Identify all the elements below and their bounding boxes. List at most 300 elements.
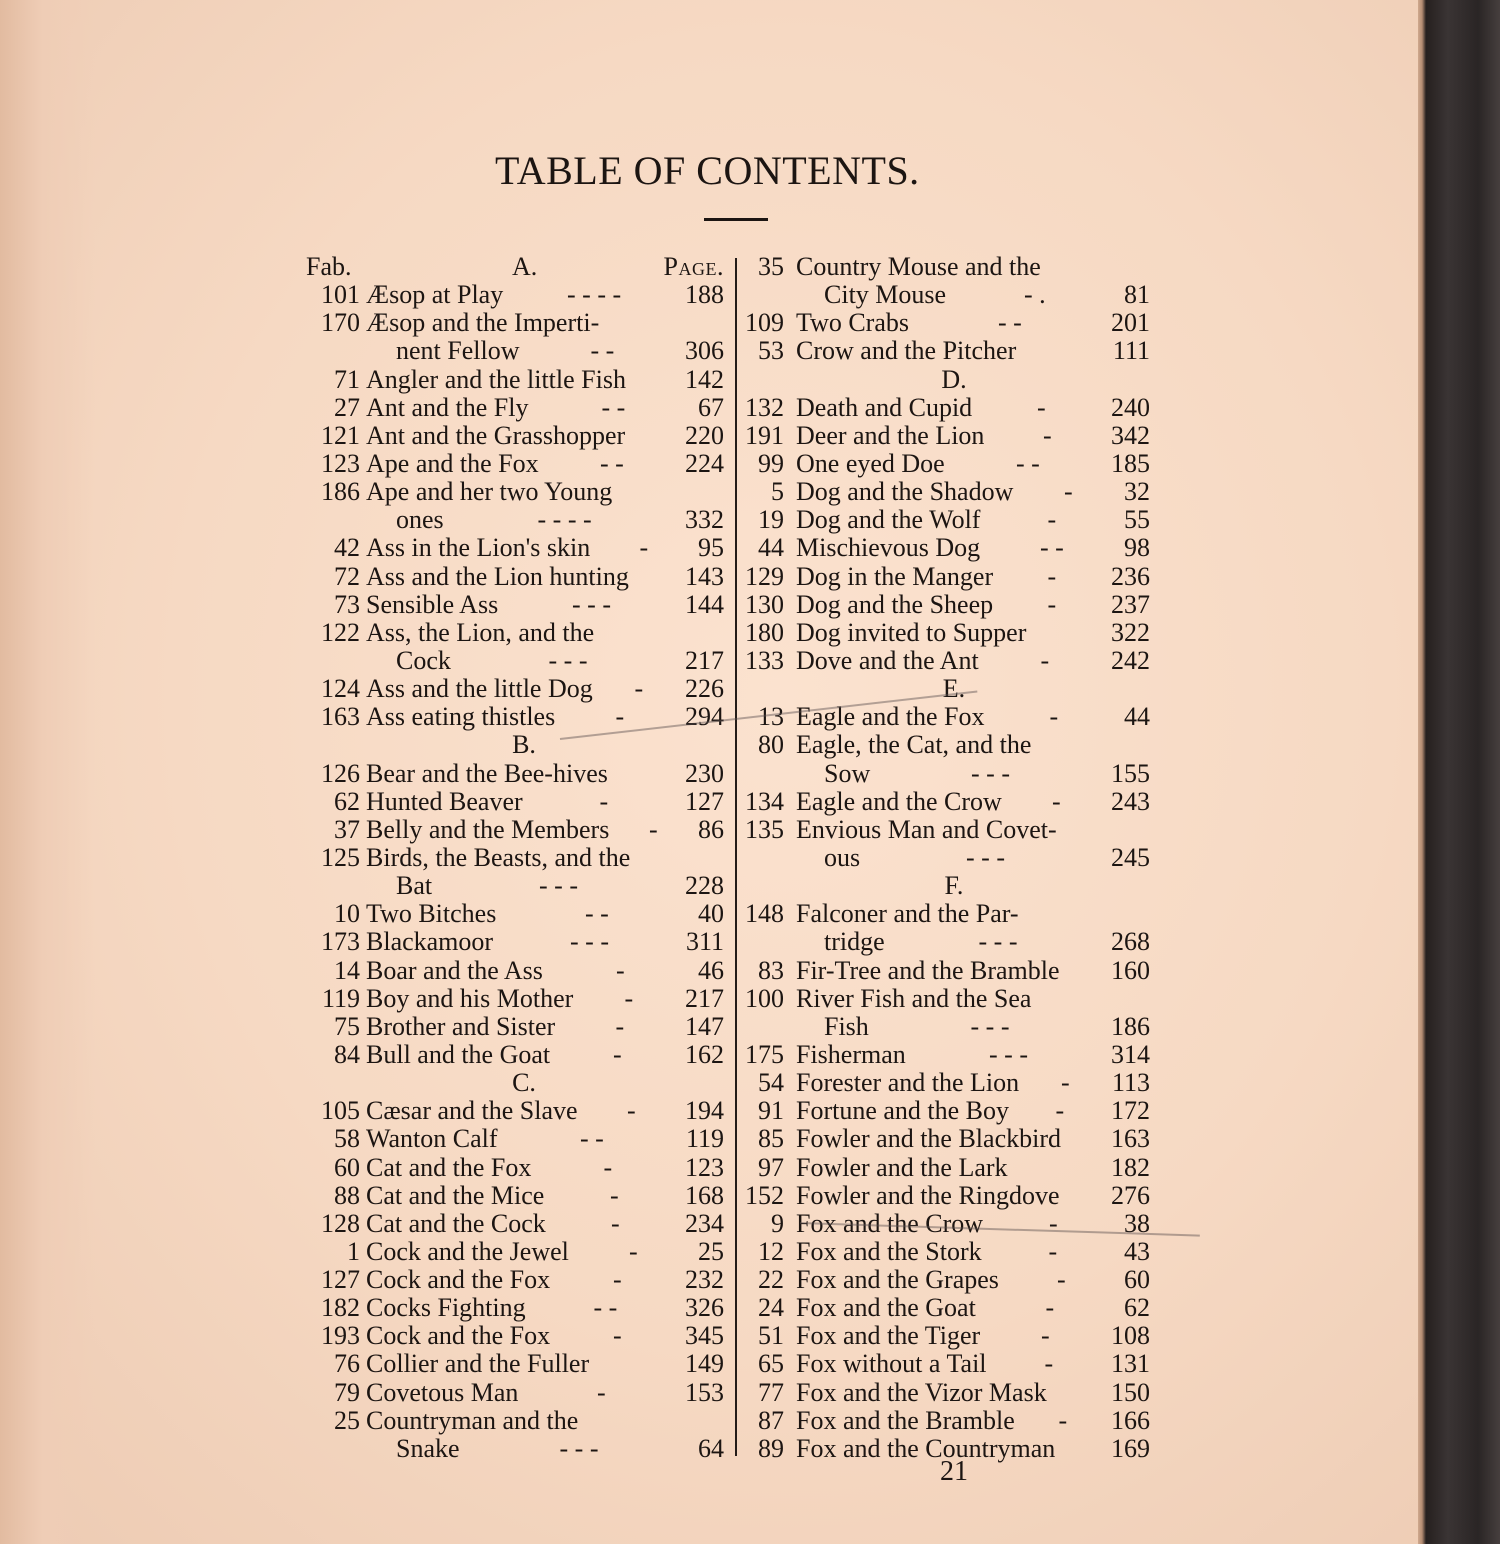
fable-title: Cock and the Fox xyxy=(366,1321,551,1351)
toc-entry xyxy=(738,816,1158,844)
fable-title: Æsop at Play xyxy=(366,280,504,310)
toc-entry xyxy=(738,928,1158,956)
fable-number: 35 xyxy=(758,252,784,281)
page-ref: 160 xyxy=(1111,955,1150,985)
toc-entry xyxy=(306,1210,730,1238)
fable-number: 87 xyxy=(758,1405,784,1435)
leader-dashes: - xyxy=(1041,1321,1050,1351)
leader-dashes: - - - - xyxy=(567,280,622,310)
fable-number: 97 xyxy=(758,1152,784,1182)
fable-number: 170 xyxy=(321,308,360,338)
toc-entry xyxy=(738,900,1158,928)
page-ref: 153 xyxy=(685,1377,724,1407)
toc-entry xyxy=(738,1294,1158,1322)
fable-number: 83 xyxy=(758,955,784,985)
fable-title: Hunted Beaver xyxy=(366,786,523,816)
fable-title: Cat and the Mice xyxy=(366,1180,545,1210)
page-ref: 123 xyxy=(685,1152,724,1182)
fable-number: 129 xyxy=(745,561,784,591)
fable-number: 88 xyxy=(334,1180,360,1210)
fable-title: Covetous Man xyxy=(366,1377,519,1407)
fable-title: Fish xyxy=(824,1011,869,1041)
fable-title: Deer and the Lion xyxy=(796,420,985,450)
fable-title: Wanton Calf xyxy=(366,1124,498,1154)
fable-number: 58 xyxy=(334,1124,360,1154)
toc-entry xyxy=(738,1069,1158,1097)
leader-dashes: - xyxy=(1047,505,1057,535)
column-header xyxy=(306,253,730,281)
leader-dashes: - - - xyxy=(970,1011,1010,1041)
fable-title: Dove and the Ant xyxy=(796,645,979,675)
fable-number: 132 xyxy=(745,392,784,422)
page-number: 21 xyxy=(940,1456,968,1487)
toc-entry xyxy=(738,534,1158,562)
fable-number: 89 xyxy=(758,1433,784,1463)
toc-entry xyxy=(306,591,730,619)
toc-entry xyxy=(738,760,1158,788)
toc-entry xyxy=(306,1322,730,1350)
fable-number: 9 xyxy=(771,1208,784,1238)
toc-entry xyxy=(738,1350,1158,1378)
leader-dashes: - xyxy=(649,814,658,844)
leader-dashes: - xyxy=(1064,477,1073,507)
leader-dashes: - xyxy=(1055,1096,1065,1126)
fable-number: 125 xyxy=(321,842,360,872)
fable-number: 60 xyxy=(334,1152,360,1182)
page-ref: 143 xyxy=(685,561,724,591)
toc-entry xyxy=(306,1350,730,1378)
page-ref: 326 xyxy=(685,1293,724,1323)
fable-title: Dog and the Shadow xyxy=(796,477,1014,507)
page-ref: 220 xyxy=(685,420,724,450)
fable-title: Ape and the Fox xyxy=(366,448,539,478)
fable-number: 73 xyxy=(334,589,360,619)
fable-number: 62 xyxy=(334,786,360,816)
toc-entry xyxy=(738,1407,1158,1435)
fable-title: Bat xyxy=(396,871,433,901)
fable-number: 72 xyxy=(334,561,360,591)
toc-entry xyxy=(306,647,730,675)
page-ref: 25 xyxy=(698,1236,724,1266)
leader-dashes: - - xyxy=(1040,533,1064,563)
page-ref: 172 xyxy=(1111,1096,1150,1126)
fable-title: Cat and the Fox xyxy=(366,1152,532,1182)
fable-number: 51 xyxy=(758,1321,784,1351)
toc-entry xyxy=(306,1238,730,1266)
toc-entry xyxy=(306,1182,730,1210)
page-ref: 144 xyxy=(685,589,724,619)
leader-dashes: - - xyxy=(580,1124,604,1154)
toc-entry xyxy=(738,591,1158,619)
leader-dashes: - xyxy=(1037,392,1046,422)
toc-entry xyxy=(306,619,730,647)
page-ref: 163 xyxy=(1111,1124,1150,1154)
toc-entry xyxy=(306,534,730,562)
title-rule xyxy=(704,218,768,221)
page-ref: 127 xyxy=(685,786,724,816)
page-ref: 113 xyxy=(1111,1068,1150,1098)
page-ref: 131 xyxy=(1111,1349,1150,1379)
toc-entry xyxy=(738,253,1158,281)
leader-dashes: - xyxy=(1057,1265,1066,1295)
page-ref: 217 xyxy=(685,645,724,675)
toc-entry xyxy=(738,1097,1158,1125)
page-ref: 243 xyxy=(1111,786,1150,816)
fable-number: 148 xyxy=(745,899,784,929)
toc-entry xyxy=(306,394,730,422)
fable-number: 124 xyxy=(321,674,360,704)
leader-dashes: - xyxy=(1045,1293,1055,1323)
fable-number: 123 xyxy=(321,448,360,478)
page-ref: 306 xyxy=(685,336,724,366)
page-ref: 40 xyxy=(698,899,724,929)
leader-dashes: - xyxy=(1049,702,1059,732)
fable-number: 85 xyxy=(758,1124,784,1154)
page-ref: 43 xyxy=(1124,1236,1150,1266)
toc-entry xyxy=(738,394,1158,422)
section-letter: C. xyxy=(512,1068,536,1098)
leader-dashes: - - xyxy=(585,899,609,929)
fable-title: Two Bitches xyxy=(366,899,497,929)
leader-dashes: - - - xyxy=(966,842,1005,872)
fable-number: 42 xyxy=(334,533,360,563)
page-ref: 162 xyxy=(685,1039,724,1069)
toc-entry xyxy=(738,844,1158,872)
toc-entry xyxy=(306,1266,730,1294)
toc-entry xyxy=(306,422,730,450)
fable-title: Fir-Tree and the Bramble xyxy=(796,955,1060,985)
page-ref: 194 xyxy=(685,1096,724,1126)
leader-dashes: - - xyxy=(601,392,626,422)
leader-dashes: - xyxy=(1061,1068,1070,1098)
page-ref: 86 xyxy=(698,814,724,844)
page-ref: 230 xyxy=(685,758,724,788)
page-ref: 185 xyxy=(1111,448,1150,478)
fable-number: 75 xyxy=(334,1011,360,1041)
gutter-shadow xyxy=(0,0,95,1544)
fable-number: 22 xyxy=(758,1265,784,1295)
leader-dashes: - xyxy=(629,1236,638,1266)
leader-dashes: - xyxy=(1048,1236,1058,1266)
fable-title: Dog and the Sheep xyxy=(796,589,994,619)
fable-title: Bear and the Bee-hives xyxy=(366,758,608,788)
toc-entry xyxy=(306,1294,730,1322)
toc-entry xyxy=(738,563,1158,591)
fable-number: 5 xyxy=(771,477,784,507)
leader-dashes: - xyxy=(616,955,625,985)
fable-number: 80 xyxy=(758,730,784,760)
leader-dashes: - xyxy=(634,674,644,704)
fable-title: Cock and the Jewel xyxy=(366,1236,569,1266)
leader-dashes: - - - xyxy=(978,927,1018,957)
fable-title: Ass and the little Dog xyxy=(366,674,593,704)
toc-entry xyxy=(306,309,730,337)
fable-title: Dog invited to Supper xyxy=(796,617,1027,647)
fable-title: Ass in the Lion's skin xyxy=(366,533,591,563)
fable-title: Dog in the Manger xyxy=(796,561,994,591)
fable-number: 163 xyxy=(321,702,360,732)
fable-title: Ant and the Fly xyxy=(366,392,529,422)
leader-dashes: - xyxy=(1047,589,1057,619)
leader-dashes: - xyxy=(639,533,649,563)
fable-title: One eyed Doe xyxy=(796,448,945,478)
page-ref: 149 xyxy=(685,1349,724,1379)
leader-dashes: - xyxy=(1047,561,1057,591)
toc-entry xyxy=(738,1041,1158,1069)
page-ref: 168 xyxy=(685,1180,724,1210)
section-letter: F. xyxy=(944,871,964,901)
page-ref: 32 xyxy=(1124,477,1150,507)
fable-number: 127 xyxy=(321,1265,360,1295)
page-ref: 147 xyxy=(685,1011,724,1041)
fable-number: 101 xyxy=(321,280,360,310)
toc-entry xyxy=(738,309,1158,337)
page-ref: 111 xyxy=(1112,336,1150,366)
toc-entry xyxy=(738,1182,1158,1210)
page-ref: 276 xyxy=(1111,1180,1150,1210)
page-ref: 81 xyxy=(1124,280,1150,310)
page-ref: 342 xyxy=(1111,420,1150,450)
toc-entry xyxy=(306,1407,730,1435)
leader-dashes: - - - xyxy=(548,645,588,675)
toc-entry xyxy=(738,1379,1158,1407)
fable-number: 14 xyxy=(334,955,360,985)
column-divider xyxy=(735,258,737,1456)
fable-title: Cock xyxy=(396,645,451,675)
toc-entry xyxy=(306,337,730,365)
toc-entry xyxy=(306,675,730,703)
leader-dashes: - - - xyxy=(559,1433,599,1463)
page-ref: 182 xyxy=(1111,1152,1150,1182)
leader-dashes: - - xyxy=(1016,448,1040,478)
fable-number: 71 xyxy=(334,364,360,394)
fable-title: Blackamoor xyxy=(366,927,494,957)
page-ref: 311 xyxy=(685,927,724,957)
toc-entry xyxy=(306,366,730,394)
leader-dashes: - - - xyxy=(572,589,611,619)
fable-title: Eagle and the Crow xyxy=(796,786,1002,816)
fable-title: Collier and the Fuller xyxy=(366,1349,590,1379)
book-cover-edge xyxy=(1418,0,1500,1544)
leader-dashes: - xyxy=(615,1011,625,1041)
toc-entry xyxy=(306,844,730,872)
fable-title: ones xyxy=(396,505,444,535)
fable-number: 133 xyxy=(745,645,784,675)
page-ref: 166 xyxy=(1111,1405,1150,1435)
page-ref: 46 xyxy=(698,955,724,985)
section-letter: E. xyxy=(942,674,966,704)
page-ref: 294 xyxy=(685,702,724,732)
fable-title: Fox and the Stork xyxy=(796,1236,982,1266)
fable-number: 27 xyxy=(334,392,360,422)
leader-dashes: - - xyxy=(590,336,615,366)
leader-dashes: - - xyxy=(998,308,1022,338)
toc-entry xyxy=(306,760,730,788)
fable-title: Ass and the Lion hunting xyxy=(366,561,629,591)
fable-title: Eagle, the Cat, and the xyxy=(796,730,1032,760)
fable-title: Fox without a Tail xyxy=(796,1349,987,1379)
leader-dashes: - - - xyxy=(539,871,578,901)
fable-number: 130 xyxy=(745,589,784,619)
leader-dashes: - - - xyxy=(570,927,609,957)
toc-entry xyxy=(738,450,1158,478)
leader-dashes: - xyxy=(627,1096,636,1126)
fable-number: 193 xyxy=(321,1321,360,1351)
leader-dashes: - xyxy=(613,1265,622,1295)
fable-number: 152 xyxy=(745,1180,784,1210)
toc-entry xyxy=(306,928,730,956)
fable-title: tridge xyxy=(824,927,885,957)
fable-number: 99 xyxy=(758,448,784,478)
fable-title: Sensible Ass xyxy=(366,589,499,619)
fable-title: Bull and the Goat xyxy=(366,1039,551,1069)
toc-entry xyxy=(738,337,1158,365)
page-ref: 228 xyxy=(685,871,724,901)
page-ref: 119 xyxy=(685,1124,724,1154)
fable-title: Fox and the Countryman xyxy=(796,1433,1056,1463)
fable-title: Fowler and the Blackbird xyxy=(796,1124,1061,1154)
page-ref: 226 xyxy=(685,674,724,704)
toc-entry xyxy=(738,478,1158,506)
fable-title: Fox and the Grapes xyxy=(796,1265,999,1295)
page-label: Page. xyxy=(663,252,724,281)
fable-number: 12 xyxy=(758,1236,784,1266)
leader-dashes: - xyxy=(613,1321,622,1351)
leader-dashes: - - - xyxy=(971,758,1010,788)
fable-title: Fox and the Bramble xyxy=(796,1405,1015,1435)
page-ref: 236 xyxy=(1111,561,1150,591)
toc-entry xyxy=(738,1266,1158,1294)
page-ref: 322 xyxy=(1111,617,1150,647)
fable-number: 135 xyxy=(745,814,784,844)
fable-title: Ape and her two Young xyxy=(366,477,613,507)
toc-entry xyxy=(738,957,1158,985)
fable-title: Cocks Fighting xyxy=(366,1293,526,1323)
toc-entry xyxy=(738,619,1158,647)
fable-title: Ass eating thistles xyxy=(366,702,556,732)
leader-dashes: - - xyxy=(600,448,624,478)
page-ref: 62 xyxy=(1124,1293,1150,1323)
page-ref: 98 xyxy=(1124,533,1150,563)
page-ref: 217 xyxy=(685,983,724,1013)
toc-entry xyxy=(306,1435,730,1463)
fable-title: Angler and the little Fish xyxy=(366,364,626,394)
page-ref: 240 xyxy=(1111,392,1150,422)
toc-entry xyxy=(306,957,730,985)
fable-number: 175 xyxy=(745,1039,784,1069)
page-ref: 268 xyxy=(1111,927,1150,957)
leader-dashes: - xyxy=(1043,420,1052,450)
leader-dashes: - . xyxy=(1024,280,1046,310)
fable-title: Ant and the Grasshopper xyxy=(366,420,626,450)
toc-entry xyxy=(306,1041,730,1069)
toc-entry xyxy=(306,478,730,506)
page-ref: 242 xyxy=(1111,645,1150,675)
fable-number: 105 xyxy=(321,1096,360,1126)
fable-title: Two Crabs xyxy=(796,308,910,338)
toc-entry xyxy=(306,281,730,309)
leader-dashes: - xyxy=(1052,786,1061,816)
toc-entry xyxy=(306,872,730,900)
page-ref: 245 xyxy=(1111,842,1150,872)
fable-number: 126 xyxy=(321,758,360,788)
page-ref: 67 xyxy=(698,392,724,422)
fable-number: 13 xyxy=(758,702,784,732)
page-ref: 201 xyxy=(1111,308,1150,338)
toc-entry xyxy=(738,281,1158,309)
fable-number: 109 xyxy=(745,308,784,338)
fable-number: 10 xyxy=(334,899,360,929)
page-ref: 186 xyxy=(1111,1011,1150,1041)
fable-number: 54 xyxy=(758,1068,784,1098)
toc-entry xyxy=(306,1125,730,1153)
fable-number: 25 xyxy=(334,1405,360,1435)
page-ref: 314 xyxy=(1111,1039,1150,1069)
fable-title: Envious Man and Covet- xyxy=(796,814,1057,844)
fable-title: Crow and the Pitcher xyxy=(796,336,1017,366)
fable-title: Mischievous Dog xyxy=(796,533,981,563)
page-ref: 142 xyxy=(685,364,724,394)
toc-entry xyxy=(306,1097,730,1125)
fable-number: 186 xyxy=(321,477,360,507)
toc-entry xyxy=(738,1125,1158,1153)
fable-number: 128 xyxy=(321,1208,360,1238)
fable-title: Falconer and the Par- xyxy=(796,899,1019,929)
fable-title: Country Mouse and the xyxy=(796,252,1041,281)
fable-number: 173 xyxy=(321,927,360,957)
toc-entry xyxy=(738,1013,1158,1041)
fable-number: 191 xyxy=(745,420,784,450)
contents-column-left xyxy=(306,253,730,1463)
fable-title: River Fish and the Sea xyxy=(796,983,1032,1013)
toc-entry xyxy=(738,647,1158,675)
fable-title: Boy and his Mother xyxy=(366,983,574,1013)
leader-dashes: - xyxy=(1044,1349,1054,1379)
left-entries xyxy=(306,281,730,1463)
leader-dashes: - xyxy=(615,702,625,732)
fable-number: 65 xyxy=(758,1349,784,1379)
fable-number: 37 xyxy=(334,814,360,844)
fable-number: 1 xyxy=(347,1236,360,1266)
fable-number: 79 xyxy=(334,1377,360,1407)
leader-dashes: - xyxy=(624,983,634,1013)
fable-title: Forester and the Lion xyxy=(796,1068,1020,1098)
page-ref: 44 xyxy=(1124,702,1150,732)
fable-title: Fisherman xyxy=(796,1039,906,1069)
fable-number: 76 xyxy=(334,1349,360,1379)
page-ref: 332 xyxy=(685,505,724,535)
toc-entry xyxy=(738,788,1158,816)
fable-title: Fox and the Goat xyxy=(796,1293,976,1323)
fable-number: 119 xyxy=(321,983,360,1013)
fable-title: City Mouse xyxy=(824,280,947,310)
leader-dashes: - xyxy=(613,1039,622,1069)
fable-number: 84 xyxy=(334,1039,360,1069)
page-ref: 64 xyxy=(698,1433,724,1463)
leader-dashes: - - xyxy=(593,1293,618,1323)
toc-entry xyxy=(738,506,1158,534)
page-ref: 234 xyxy=(685,1208,724,1238)
toc-entry xyxy=(306,985,730,1013)
fable-number: 121 xyxy=(321,420,360,450)
page-ref: 232 xyxy=(685,1265,724,1295)
fab-label: Fab. xyxy=(306,252,352,281)
fable-title: Æsop and the Imperti- xyxy=(366,308,600,338)
fable-number: 91 xyxy=(758,1096,784,1126)
page-ref: 95 xyxy=(698,533,724,563)
fable-number: 180 xyxy=(745,617,784,647)
toc-entry xyxy=(306,506,730,534)
